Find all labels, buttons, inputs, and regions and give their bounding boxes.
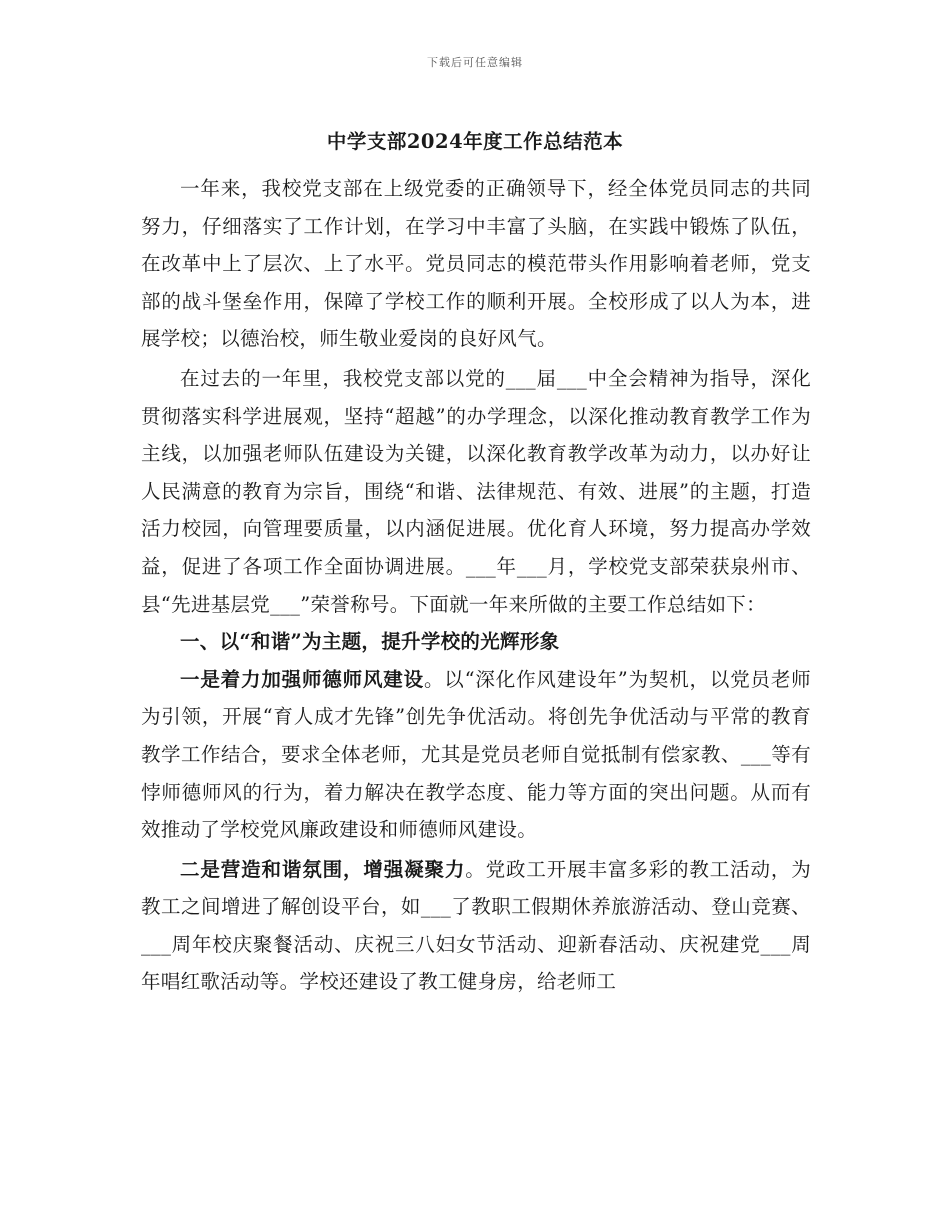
paragraph-teacher-ethics <box>141 661 811 849</box>
paragraph-text: 一年来，我校党支部在上级党委的正确领导下，经全体党员同志的共同努力，仔细落实了工作计划，在学习中丰富了头脑，在实践中锻炼了队伍，在改革中上了层次、上了水平。党员同志的模范带头作用影响着老师，党支部的战斗堡垒作用，保障了学校工作的顺利开展。全校形成了以人为本，进展学校；以德治校，师生敬业爱岗的良好风气。 <box>141 177 811 351</box>
paragraph-lead: 一是着力加强师德师风建设 <box>180 667 424 691</box>
header-note: 下载后可任意编辑 <box>427 56 523 69</box>
section-heading-1: 一、以“和谐”为主题，提升学校的光辉形象 <box>180 630 560 654</box>
document-title: 中学支部2024年度工作总结范本 <box>326 130 624 153</box>
document-body <box>141 170 811 1001</box>
paragraph-text: 。党政工开展丰富多彩的教工活动，为教工之间增进了解创设平台，如___了教职工假期休养旅游活动、登山竞赛、___周年校庆聚餐活动、庆祝三八妇女节活动、迎新春活动、庆祝建党___周年唱红歌活动等。学校还建设了教工健身房，给老师工 <box>141 857 812 994</box>
paragraph-text: 在过去的一年里，我校党支部以党的___届___中全会精神为指导，深化贯彻落实科学进展观，坚持“超越”的办学理念，以深化推动教育教学工作为主线，以加强老师队伍建设为关键，以深化教育教学改革为动力，以办好让人民满意的教育为宗旨，围绕“和谐、法律规范、有效、进展”的主题，打造活力校园，向管理要质量，以内涵促进展。优化育人环境，努力提高办学效益，促进了各项工作全面协调进展。___年___月，学校党支部荣获泉州市、县“先进基层党___”荣誉称号。下面就一年来所做的主要工作总结如下： <box>141 366 811 616</box>
paragraph-harmony <box>141 851 811 1001</box>
paragraph-overview <box>141 360 811 623</box>
paragraph-text: 。以“深化作风建设年”为契机，以党员老师为引领，开展“育人成才先锋”创先争优活动。将创先争优活动与平常的教育教学工作结合，要求全体老师，尤其是党员老师自觉抵制有偿家教、___等有悖师德师风的行为，着力解决在教学态度、能力等方面的突出问题。从而有效推动了学校党风廉政建设和师德师风建设。 <box>141 667 811 842</box>
paragraph-intro <box>141 170 811 358</box>
paragraph-lead: 二是营造和谐氛围，增强凝聚力 <box>180 857 466 881</box>
